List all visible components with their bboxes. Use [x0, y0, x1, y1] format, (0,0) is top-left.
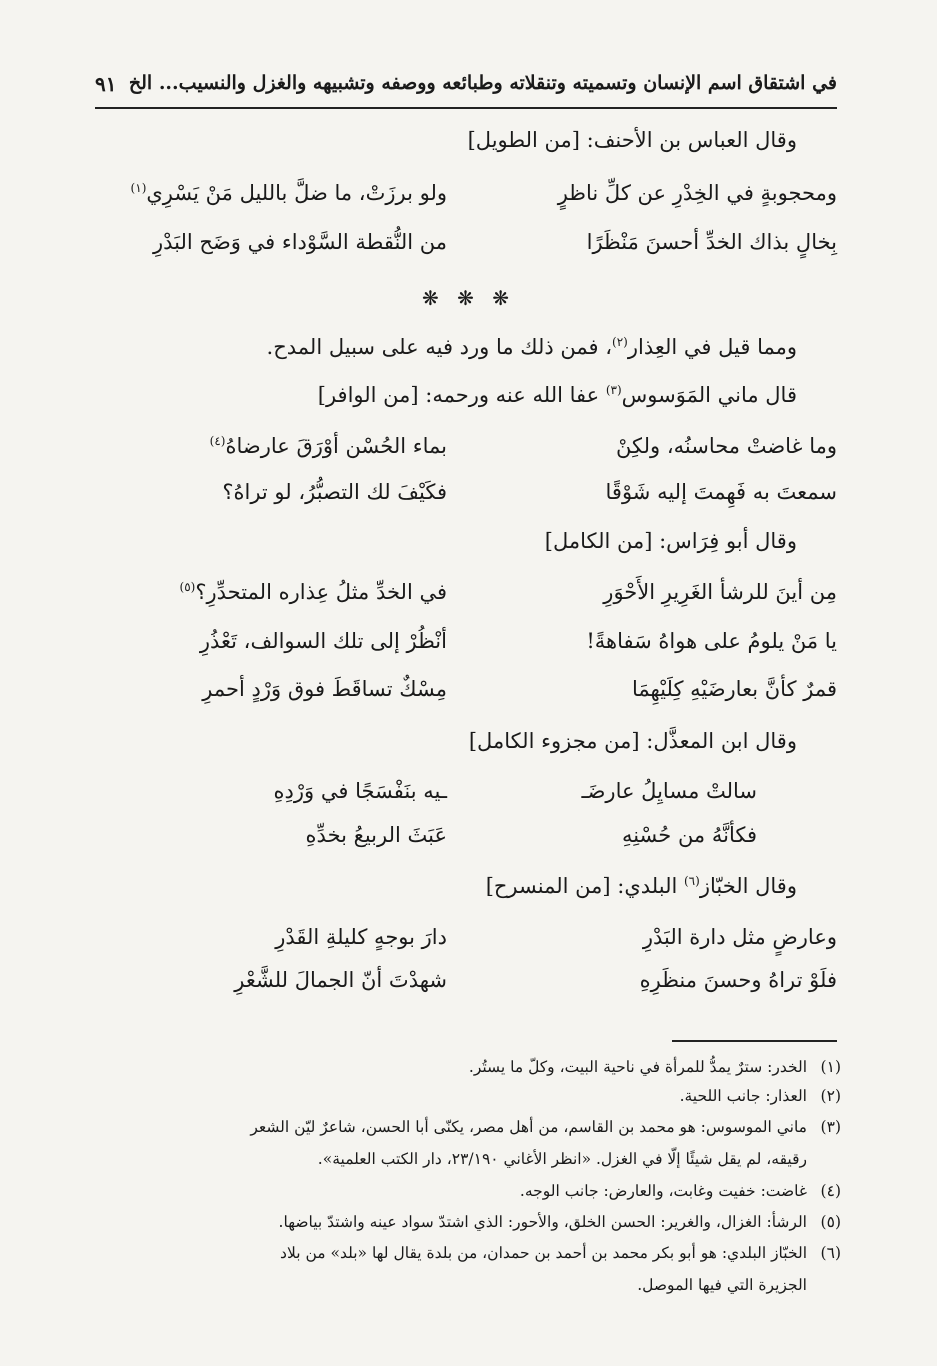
footnote-number: (٥): [820, 1213, 841, 1231]
footnote-ref: (٢): [612, 335, 628, 349]
page-number: ٩١: [95, 72, 117, 96]
footnote-continuation: رقيقه، لم يقل شيئًا إلّا في الغزل. «انظر الأغاني ٢٣/١٩٠، دار الكتب العلمية».: [317, 1150, 807, 1168]
footnote-ref: (٥): [179, 580, 196, 594]
verse-right-hemistich: ومحجوبةٍ في الخِدْرِ عن كلِّ ناظرٍ: [557, 181, 837, 205]
verse-right-hemistich: بِخالٍ بذاك الخدِّ أحسنَ مَنْظَرًا: [586, 230, 837, 254]
verse-right-hemistich: سمعتَ به فَهِمتَ إليه شَوْقًا: [605, 480, 837, 504]
verse-left-hemistich: من النُّقطة السَّوْداء في وَضَح البَدْرِ: [153, 230, 447, 254]
footnote: (٥)الرشأ: الغزال، والغرير: الحسن الخلق، والأحور: الذي اشتدّ سواد عينه واشتدّ بياضها.: [278, 1213, 841, 1231]
verse-right-hemistich: وما غاضتْ محاسنُه، ولكِنْ: [616, 434, 837, 458]
footnote-number: (١): [820, 1058, 841, 1076]
verse-left-hemistich: ولو برزَتْ، ما ضلَّ بالليل مَنْ يَسْرِي$^{(١)}$: [130, 181, 447, 205]
verse-right-hemistich: يا مَنْ يلومُ على هواهُ سَفاهةً!: [586, 629, 837, 653]
verse-left-hemistich: عَبَثَ الربيعُ بخدِّهِ: [305, 823, 447, 847]
footnote-ref: (٤): [209, 434, 226, 448]
verse-right-hemistich: فلَوْ تراهُ وحسنَ منظَرِهِ: [639, 968, 837, 992]
footnote: (١)الخدر: سترٌ يمدُّ للمرأة في ناحية البيت، وكلّ ما يستُر.: [468, 1058, 841, 1076]
footnote-ref: (٣): [605, 383, 622, 397]
verse-right-hemistich: فكأنَّهُ من حُسْنِهِ: [621, 823, 757, 847]
footnote-number: (٢): [820, 1087, 841, 1105]
footnote: (٦)الخبّاز البلدي: هو أبو بكر محمد بن أحمد بن حمدان، من بلدة يقال لها «بلد» من بلاد: [280, 1244, 841, 1262]
poem-intro: وقال أبو فِرَاس: [من الكامل]: [544, 529, 797, 553]
poem-intro: وقال ابن المعذَّل: [من مجزوء الكامل]: [468, 729, 797, 753]
footnote-ref: (٦): [683, 874, 700, 888]
footnote-ref: (١): [130, 181, 147, 195]
verse-left-hemistich: أنْظُرْ إلى تلك السوالف، تَعْذُرِ: [199, 629, 447, 653]
header-title: في اشتقاق اسم الإنسان وتسميته وتنقلاته وطبائعه ووصفه وتشبيهه والغزل والنسيب... الخ: [128, 72, 837, 94]
poem-intro: وقال العباس بن الأحنف: [من الطويل]: [467, 128, 797, 152]
footnote-rule: [672, 1040, 837, 1042]
footnote-number: (٤): [820, 1182, 841, 1200]
footnote-number: (٣): [820, 1118, 841, 1136]
prose-paragraph: ومما قيل في العِذار$^{(٢)}$، فمن ذلك ما ورد فيه على سبيل المدح.: [266, 335, 797, 359]
footnote-number: (٦): [820, 1244, 841, 1262]
poem-intro: وقال الخبّاز$^{(٦)}$ البلدي: [من المنسرح]: [485, 874, 797, 898]
verse-left-hemistich: بماء الحُسْن أوْرَقَ عارضاهُ$^{(٤)}$: [209, 434, 447, 458]
verse-left-hemistich: شهدْتَ أنّ الجمالَ للشَّعْرِ: [234, 968, 447, 992]
footnote-continuation: الجزيرة التي فيها الموصل.: [637, 1276, 807, 1294]
running-header: [95, 72, 837, 108]
verse-right-hemistich: مِن أينَ للرشأ الغَرِيرِ الأَحْوَرِ: [603, 580, 837, 604]
section-separator: ❋ ❋ ❋: [422, 286, 515, 310]
verse-right-hemistich: سالتْ مسايِلُ عارضَـ: [581, 779, 757, 803]
header-rule: [95, 107, 837, 109]
verse-left-hemistich: ـيه بنَفْسَجًا في وَرْدِهِ: [273, 779, 447, 803]
verse-left-hemistich: مِسْكٌ تساقَطَ فوق وَرْدٍ أحمرِ: [202, 677, 447, 701]
poem-intro: قال ماني المَوَسوس$^{(٣)}$ عفا الله عنه ورحمه: [من الوافر]: [317, 383, 797, 407]
verse-left-hemistich: دارَ بوجهٍ كليلةِ القَدْرِ: [275, 925, 447, 949]
verse-left-hemistich: فكَيْفَ لك التصبُّرُ، لو تراهُ؟: [222, 480, 447, 504]
footnote: (٣)ماني الموسوس: هو محمد بن القاسم، من أهل مصر، يكنّى أبا الحسن، شاعرٌ ليّن الشعر: [250, 1118, 841, 1136]
verse-left-hemistich: في الخدِّ مثلُ عِذاره المتحدِّرِ؟$^{(٥)}$: [179, 580, 447, 604]
footnote: (٢)العذار: جانب اللحية.: [679, 1087, 841, 1105]
verse-right-hemistich: وعارضٍ مثل دارة البَدْرِ: [642, 925, 837, 949]
footnote: (٤)غاضت: خفيت وغابت، والعارض: جانب الوجه.: [519, 1182, 841, 1200]
verse-right-hemistich: قمرٌ كأنَّ بعارضَيْهِ كِلَيْهِمَا: [631, 677, 837, 701]
